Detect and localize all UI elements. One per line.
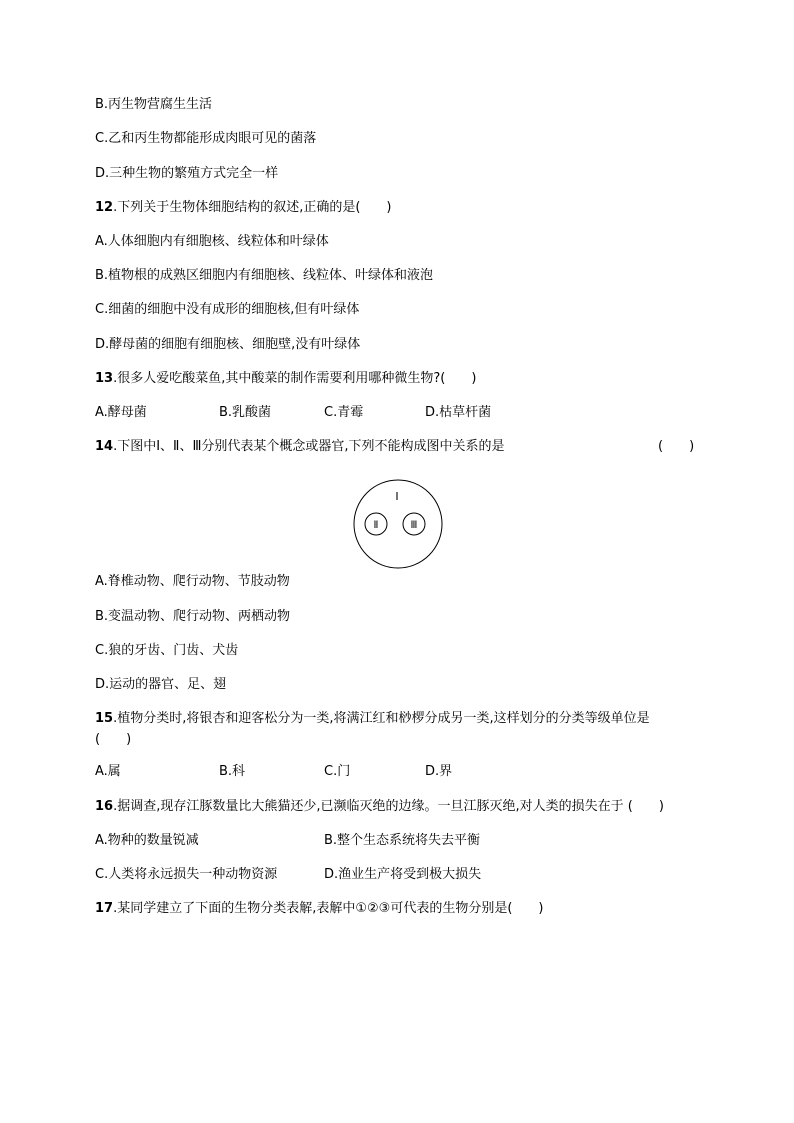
q16-stem-text: .据调查,现存江豚数量比大熊猫还少,已濒临灭绝的边缘。一旦江豚灭绝,对人类的损失在于 ( ) [113,799,664,814]
q16-option-a: A.物种的数量锐减 [95,833,199,848]
q17-stem-text: .某同学建立了下面的生物分类表解,表解中①②③可代表的生物分别是( ) [113,901,544,916]
q14-option-d: D.运动的器官、足、翅 [95,677,227,692]
q14-stem [95,437,505,457]
label-iii: Ⅲ [410,520,418,531]
q16-option-b: B.整个生态系统将失去平衡 [324,833,481,848]
q11-option-c: C.乙和丙生物都能形成肉眼可见的菌落 [95,131,317,146]
q11-option-b: B.丙生物营腐生生活 [95,97,213,112]
q14-option-b: B.变温动物、爬行动物、两栖动物 [95,609,291,624]
q12-number: 12 [95,200,114,215]
q14-option-c: C.狼的牙齿、门齿、犬齿 [95,643,239,658]
q15-stem-text: .植物分类时,将银杏和迎客松分为一类,将满江红和桫椤分成另一类,这样划分的分类等级单位是 [113,711,650,726]
q16-option-c: C.人类将永远损失一种动物资源 [95,867,278,882]
q13-stem-text: .很多人爱吃酸菜鱼,其中酸菜的制作需要利用哪种微生物?( ) [113,371,477,386]
q13-option-b: B.乳酸菌 [219,405,272,420]
q12-option-d: D.酵母菌的细胞有细胞核、细胞壁,没有叶绿体 [95,337,361,352]
label-ii: Ⅱ [373,520,379,531]
q15-option-d: D.界 [425,764,453,779]
q15-option-b: B.科 [219,764,246,779]
q17-stem [95,899,543,919]
q13-option-c: C.青霉 [324,405,364,420]
q12-stem [95,198,392,218]
concept-circle-diagram [352,478,444,570]
q14-stem-text: .下图中Ⅰ、Ⅱ、Ⅲ分别代表某个概念或器官,下列不能构成图中关系的是 [113,439,505,454]
q15-option-c: C.门 [324,764,351,779]
q16-option-d: D.渔业生产将受到极大损失 [324,867,482,882]
q11-option-d: D.三种生物的繁殖方式完全一样 [95,166,279,181]
q14-answer-paren: ( ) [658,439,695,454]
q14-option-a: A.脊椎动物、爬行动物、节肢动物 [95,574,290,589]
q13-option-a: A.酵母菌 [95,405,147,420]
q16-stem [95,797,664,817]
q12-option-b: B.植物根的成熟区细胞内有细胞核、线粒体、叶绿体和液泡 [95,268,434,283]
q15-stem [95,709,650,729]
q15-option-a: A.属 [95,764,121,779]
q13-number: 13 [95,371,114,386]
q12-stem-text: .下列关于生物体细胞结构的叙述,正确的是( ) [113,200,392,215]
q15-number: 15 [95,711,114,726]
q15-answer-paren: ( ) [95,732,132,747]
q13-stem [95,369,476,389]
q17-number: 17 [95,901,114,916]
q12-option-a: A.人体细胞内有细胞核、线粒体和叶绿体 [95,234,329,249]
q16-number: 16 [95,799,114,814]
label-i: Ⅰ [395,491,399,503]
q12-option-c: C.细菌的细胞中没有成形的细胞核,但有叶绿体 [95,302,360,317]
q14-number: 14 [95,439,114,454]
q13-option-d: D.枯草杆菌 [425,405,492,420]
